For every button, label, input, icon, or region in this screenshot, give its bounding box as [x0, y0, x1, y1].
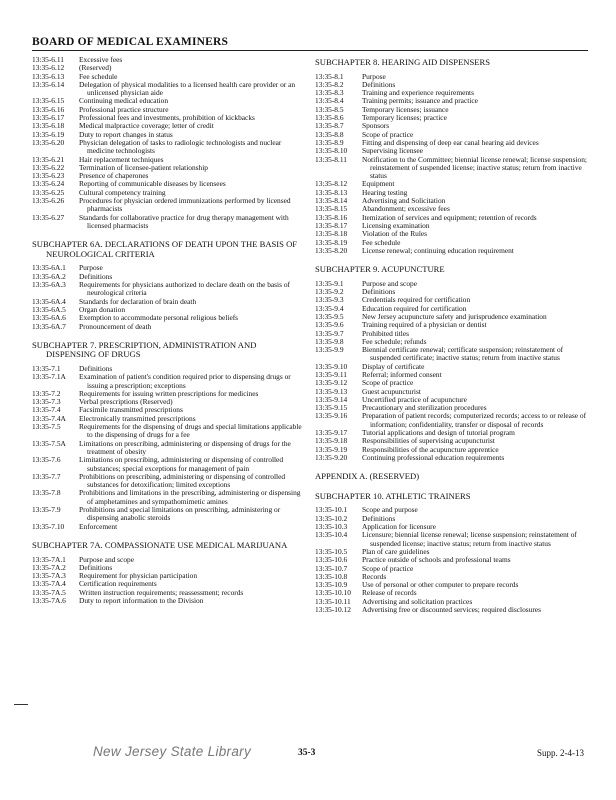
section-number: 13:35-10.9 — [315, 580, 348, 590]
section-title: Temporary licenses; issuance — [362, 104, 449, 114]
section-title: Definitions — [362, 513, 396, 523]
section-title: Biennial certificate renewal; certificate suspension; reinstatement of suspended certificate; inactive status; return from inactive status — [362, 345, 564, 363]
section-title: Reporting of communicable diseases by licensees — [79, 179, 226, 189]
section-title: Responsibilities of the acupuncture apprentice — [362, 444, 499, 454]
section-title: Verbal prescriptions (Reserved) — [79, 397, 173, 407]
section-title: Licensing examination — [362, 220, 430, 230]
section-number: 13:35-10.8 — [315, 571, 348, 581]
section-title: Precautionary and sterilization procedures — [362, 403, 487, 413]
section-title: Advertising and Solicitation — [362, 196, 446, 206]
section-title: Abandonment; excessive fees — [362, 204, 450, 214]
toc-entry — [315, 222, 587, 230]
toc-entry — [32, 440, 304, 457]
section-number: 13:35-6.13 — [32, 71, 65, 81]
section-number: 13:35-7.10 — [32, 521, 65, 531]
section-number: 13:35-6A.6 — [32, 313, 66, 323]
section-number: 13:35-9.8 — [315, 336, 344, 346]
toc-entry — [32, 506, 304, 523]
header-rule — [32, 50, 588, 51]
section-number: 13:35-9.18 — [315, 436, 348, 446]
section-number: 13:35-6.27 — [32, 212, 65, 222]
left-column — [32, 56, 304, 605]
section-number: 13:35-8.1 — [315, 71, 344, 81]
section-number: 13:35-8.17 — [315, 220, 348, 230]
section-number: 13:35-7.9 — [32, 505, 61, 515]
section-number: 13:35-9.6 — [315, 320, 344, 330]
toc-entry — [32, 164, 304, 172]
toc-entry — [315, 379, 587, 387]
section-title: Prohibitions on prescribing, administering or dispensing of controlled substances for detoxification; limited exceptions — [79, 471, 286, 490]
running-header: BOARD OF MEDICAL EXAMINERS — [32, 36, 229, 48]
section-number: 13:35-9.1 — [315, 278, 344, 288]
section-title: New Jersey acupuncture safety and jurisprudence examination — [362, 311, 547, 321]
subchapter-heading: APPENDIX A. (RESERVED) — [315, 471, 420, 482]
section-number: 13:35-7A.6 — [32, 596, 66, 605]
section-title: Requirements for physicians authorized to declare death on the basis of neurological criteria — [79, 280, 290, 298]
section-title: Training required of a physician or dentist — [362, 320, 487, 330]
section-number: 13:35-9.5 — [315, 311, 344, 321]
section-number: 13:35-8.20 — [315, 245, 348, 255]
section-title: Fee schedule — [79, 71, 118, 81]
section-title: Termination of licensee-patient relationship — [79, 162, 208, 172]
section-number: 13:35-8.5 — [315, 104, 344, 114]
section-title: Application for licensure — [362, 522, 436, 532]
section-title: Exemption to accommodate personal religious beliefs — [79, 313, 239, 323]
toc-entry — [32, 97, 304, 105]
section-title: Plan of care guidelines — [362, 546, 430, 556]
section-title: Written instruction requirements; reassessment; records — [79, 587, 244, 597]
right-column — [315, 56, 587, 614]
section-title: Electronically transmitted prescriptions — [79, 413, 196, 423]
section-number: 13:35-7.8 — [32, 488, 61, 498]
section-number: 13:35-6.20 — [32, 137, 65, 147]
section-title: Procedures for physician ordered immunizations performed by licensed pharmacists — [79, 196, 291, 214]
section-number: 13:35-6.25 — [32, 187, 65, 197]
section-number: 13:35-6.14 — [32, 79, 65, 89]
section-number: 13:35-6.11 — [32, 55, 64, 64]
section-title: Continuing medical education — [79, 96, 169, 106]
section-number: 13:35-10.11 — [315, 596, 351, 606]
section-number: 13:35-9.16 — [315, 411, 348, 421]
section-number: 13:35-7.7 — [32, 471, 61, 481]
section-number: 13:35-7.4 — [32, 405, 61, 415]
toc-entry — [32, 281, 304, 298]
section-title: Definitions — [362, 287, 396, 297]
toc-entry — [315, 180, 587, 188]
section-number: 13:35-10.6 — [315, 555, 348, 565]
section-title: Equipment — [362, 179, 395, 189]
subchapter-heading: SUBCHAPTER 10. ATHLETIC TRAINERS — [315, 490, 471, 501]
section-number: 13:35-9.20 — [315, 452, 348, 462]
section-title: Medical malpractice coverage; letter of credit — [79, 121, 214, 131]
section-title: Responsibilities of supervising acupuncturist — [362, 436, 495, 446]
section-number: 13:35-9.13 — [315, 386, 348, 396]
toc-entry — [32, 81, 304, 98]
section-number: 13:35-6A.5 — [32, 304, 66, 314]
section-title: Supervising licensee — [362, 146, 423, 156]
section-title: Prohibitions and limitations in the prescribing, administering or dispensing of amphetamines and sympathomimetic amines — [79, 488, 301, 506]
section-title: Standards for collaborative practice for drug therapy management with licensed pharmacists — [79, 212, 289, 230]
section-title: Pronouncement of death — [79, 321, 152, 331]
section-title: Cultural competency training — [79, 187, 166, 197]
section-number: 13:35-6.22 — [32, 162, 65, 172]
section-number: 13:35-8.10 — [315, 146, 348, 156]
toc-entry — [315, 581, 587, 589]
section-number: 13:35-9.7 — [315, 328, 344, 338]
section-title: Guest acupuncturist — [362, 386, 421, 396]
section-number: 13:35-6.26 — [32, 196, 65, 206]
section-number: 13:35-8.4 — [315, 96, 344, 106]
section-title: Requirement for physician participation — [79, 571, 198, 581]
section-number: 13:35-8.12 — [315, 179, 348, 189]
section-number: 13:35-9.11 — [315, 369, 347, 379]
section-number: 13:35-6.18 — [32, 121, 65, 131]
toc-entry — [315, 156, 587, 181]
section-number: 13:35-8.19 — [315, 237, 348, 247]
toc-entry — [32, 264, 304, 272]
section-title: Practice outside of schools and professional teams — [362, 555, 511, 565]
section-number: 13:35-9.19 — [315, 444, 348, 454]
section-title: Itemization of services and equipment; retention of records — [362, 212, 537, 222]
section-number: 13:35-9.2 — [315, 287, 344, 297]
section-title: Enforcement — [79, 521, 118, 531]
section-title: Preparation of patient records; computerized records; access to or release of information; confidentiality, transfer or disposal of records — [362, 411, 587, 429]
section-title: Physician delegation of tasks to radiologic technologists and nuclear medicine technologists — [79, 137, 282, 156]
section-title: License renewal; continuing education requirement — [362, 245, 514, 255]
toc-entry — [32, 373, 304, 390]
section-number: 13:35-8.2 — [315, 79, 344, 89]
section-title: Hearing testing — [362, 187, 408, 197]
section-number: 13:35-9.12 — [315, 378, 348, 388]
section-number: 13:35-6.16 — [32, 104, 65, 114]
section-number: 13:35-8.9 — [315, 137, 344, 147]
section-title: Scope of practice — [362, 129, 414, 139]
toc-entry — [32, 572, 304, 580]
section-number: 13:35-7.6 — [32, 455, 61, 465]
section-title: Prohibited titles — [362, 328, 410, 338]
section-title: Certification requirements — [79, 579, 157, 589]
section-number: 13:35-6.15 — [32, 96, 65, 106]
toc-entry — [315, 214, 587, 222]
section-number: 13:35-10.5 — [315, 546, 348, 556]
section-title: Credentials required for certification — [362, 295, 471, 305]
section-title: Requirements for the dispensing of drugs and special limitations applicable to the dispensing of drugs for a fee — [79, 422, 302, 440]
subchapter-heading: SUBCHAPTER 8. HEARING AID DISPENSERS — [315, 57, 491, 67]
toc-entry — [315, 363, 587, 371]
section-number: 13:35-6.12 — [32, 63, 65, 73]
toc-entry — [315, 371, 587, 379]
section-title: Release of records — [362, 588, 417, 598]
section-title: Training permits; issuance and practice — [362, 96, 478, 106]
section-number: 13:35-8.14 — [315, 196, 348, 206]
toc-entry — [315, 106, 587, 114]
toc-entry — [32, 314, 304, 322]
toc-entry — [315, 531, 587, 548]
section-number: 13:35-7A.3 — [32, 571, 66, 581]
section-title: Advertising free or discounted services; required disclosures — [362, 605, 541, 614]
section-title: Limitations on prescribing, administering or dispensing of drugs for the treatment of obesity — [79, 438, 291, 456]
toc-entry — [315, 139, 587, 147]
toc-entry — [315, 197, 587, 205]
toc-entry — [315, 412, 587, 429]
section-number: 13:35-10.10 — [315, 588, 351, 598]
subchapter-heading: SUBCHAPTER 7A. COMPASSIONATE USE MEDICAL MARIJUANA — [32, 539, 288, 550]
toc-entry — [315, 97, 587, 105]
toc-entry — [315, 556, 587, 564]
supplement-date: Supp. 2-4-13 — [537, 748, 584, 758]
section-title: Sponsors — [362, 121, 390, 131]
section-title: Display of certificate — [362, 361, 425, 371]
toc-entry — [32, 64, 304, 72]
toc-entry — [32, 556, 304, 564]
section-title: Professional fees and investments, prohibition of kickbacks — [79, 113, 255, 123]
toc-entry — [32, 180, 304, 188]
subchapter-heading: SUBCHAPTER 7. PRESCRIPTION, ADMINISTRATION AND DISPENSING OF DRUGS — [32, 339, 257, 360]
section-number: 13:35-6A.2 — [32, 271, 66, 281]
section-title: Professional practice structure — [79, 104, 169, 114]
toc-entry — [315, 454, 587, 462]
section-title: Standards for declaration of brain death — [79, 296, 197, 306]
section-title: Fitting and dispensing of deep ear canal hearing aid devices — [362, 137, 539, 147]
section-number: 13:35-6.17 — [32, 113, 65, 123]
section-title: Referral; informed consent — [362, 369, 442, 379]
section-number: 13:35-9.4 — [315, 303, 344, 313]
toc-entry — [32, 214, 304, 231]
toc-entry — [32, 597, 304, 605]
section-number: 13:35-8.16 — [315, 212, 348, 222]
margin-change-mark — [14, 704, 28, 705]
section-title: Definitions — [79, 363, 113, 373]
section-number: 13:35-10.12 — [315, 605, 351, 614]
section-number: 13:35-8.8 — [315, 129, 344, 139]
library-watermark: New Jersey State Library — [93, 744, 252, 759]
section-title: Training and experience requirements — [362, 88, 474, 98]
section-title: Continuing professional education requirements — [362, 452, 505, 462]
section-number: 13:35-6A.7 — [32, 321, 66, 331]
toc-entry — [315, 346, 587, 363]
section-title: Scope and purpose — [362, 505, 418, 515]
section-title: Purpose and scope — [362, 278, 418, 288]
section-number: 13:35-8.6 — [315, 113, 344, 123]
section-title: Definitions — [79, 271, 113, 281]
toc-entry — [315, 122, 587, 130]
section-number: 13:35-6.24 — [32, 179, 65, 189]
section-number: 13:35-9.17 — [315, 428, 348, 438]
toc-entry — [32, 56, 304, 64]
section-number: 13:35-8.13 — [315, 187, 348, 197]
section-title: Duty to report information to the Division — [79, 596, 204, 605]
page-footer — [0, 742, 616, 772]
section-number: 13:35-10.2 — [315, 513, 348, 523]
section-number: 13:35-7.5 — [32, 422, 61, 432]
section-title: Fee schedule — [362, 237, 401, 247]
section-title: Presence of chaperones — [79, 171, 149, 181]
toc-entry — [315, 515, 587, 523]
section-title: Tutorial applications and design of tutorial program — [362, 428, 515, 438]
section-number: 13:35-7A.2 — [32, 562, 66, 572]
section-number: 13:35-8.11 — [315, 154, 347, 164]
section-title: Delegation of physical modalities to a licensed health care provider or an unlicensed physician aide — [79, 79, 296, 98]
section-number: 13:35-7.2 — [32, 388, 61, 398]
section-title: Limitations on prescribing, administering or dispensing of controlled substances; special exceptions for management of pain — [79, 455, 284, 473]
section-number: 13:35-10.1 — [315, 505, 348, 515]
subchapter-heading: SUBCHAPTER 9. ACUPUNCTURE — [315, 264, 445, 275]
section-title: Scope of practice — [362, 563, 414, 573]
section-title: Purpose and scope — [79, 554, 135, 564]
section-number: 13:35-7A.5 — [32, 587, 66, 597]
toc-entry — [32, 139, 304, 156]
section-number: 13:35-9.10 — [315, 361, 348, 371]
section-number: 13:35-10.4 — [315, 530, 348, 540]
toc-entry — [32, 523, 304, 531]
section-title: Prohibitions and special limitations on prescribing, administering or dispensing anabolic steroids — [79, 505, 281, 523]
section-number: 13:35-6A.1 — [32, 263, 66, 273]
section-title: Uncertified practice of acupuncture — [362, 394, 467, 404]
toc-entry — [315, 73, 587, 81]
toc-entry — [315, 230, 587, 238]
section-title: Organ donation — [79, 304, 126, 314]
toc-entry — [32, 489, 304, 506]
section-title: Definitions — [79, 562, 113, 572]
toc-entry — [315, 247, 587, 255]
section-title: Fee schedule; refunds — [362, 336, 427, 346]
section-title: Scope of practice — [362, 378, 414, 388]
section-number: 13:35-7.1 — [32, 363, 61, 373]
section-number: 13:35-9.14 — [315, 394, 348, 404]
toc-entry — [32, 473, 304, 490]
section-number: 13:35-7A.1 — [32, 554, 66, 564]
section-title: Notification to the Committee; biennial license renewal; license suspension; reinstatement of suspended license; inactive status; return from inactive status — [362, 154, 587, 181]
toc-entry — [315, 565, 587, 573]
toc-entry — [32, 423, 304, 440]
toc-entry — [32, 323, 304, 331]
section-number: 13:35-6A.3 — [32, 280, 66, 290]
section-number: 13:35-7A.4 — [32, 579, 66, 589]
section-number: 13:35-8.18 — [315, 229, 348, 239]
section-title: Excessive fees — [79, 55, 123, 64]
toc-entry — [315, 321, 587, 329]
section-number: 13:35-6.21 — [32, 154, 65, 164]
section-title: Education required for certification — [362, 303, 467, 313]
section-title: Facsimile transmitted prescriptions — [79, 405, 183, 415]
section-title: Advertising and solicitation practices — [362, 596, 473, 606]
section-title: Requirements for issuing written prescriptions for medicines — [79, 388, 259, 398]
toc-entry — [32, 456, 304, 473]
page-number: 35-3 — [298, 748, 316, 758]
section-number: 13:35-10.3 — [315, 522, 348, 532]
section-number: 13:35-6.23 — [32, 171, 65, 181]
section-title: Purpose — [79, 263, 103, 273]
section-title: Hair replacement techniques — [79, 154, 164, 164]
section-number: 13:35-7.4A — [32, 413, 66, 423]
toc-entry — [32, 298, 304, 306]
toc-entry — [32, 197, 304, 214]
toc-entry — [315, 330, 587, 338]
section-number: 13:35-8.15 — [315, 204, 348, 214]
section-number: 13:35-7.3 — [32, 397, 61, 407]
section-title: Use of personal or other computer to prepare records — [362, 580, 519, 590]
section-title: Duty to report changes in status — [79, 129, 173, 139]
section-number: 13:35-10.7 — [315, 563, 348, 573]
section-title: Definitions — [362, 79, 396, 89]
section-number: 13:35-7.5A — [32, 438, 66, 448]
section-title: Temporary licenses; practice — [362, 113, 447, 123]
toc-entry — [315, 189, 587, 197]
section-title: Violation of the Rules — [362, 229, 428, 239]
section-title: Licensure; biennial license renewal; license suspension; reinstatement of suspended license; inactive status; return from inactive status — [362, 530, 577, 548]
toc-entry — [315, 506, 587, 514]
section-number: 13:35-9.15 — [315, 403, 348, 413]
section-number: 13:35-7.1A — [32, 372, 66, 382]
subchapter-heading: SUBCHAPTER 6A. DECLARATIONS OF DEATH UPON THE BASIS OF NEUROLOGICAL CRITERIA — [32, 239, 298, 259]
section-number: 13:35-6.19 — [32, 129, 65, 139]
toc-entry — [315, 280, 587, 288]
section-number: 13:35-9.9 — [315, 345, 344, 355]
section-title: Records — [362, 571, 387, 581]
section-number: 13:35-8.3 — [315, 88, 344, 98]
section-title: (Reserved) — [79, 63, 112, 73]
toc-entry — [315, 114, 587, 122]
section-title: Examination of patient's condition required prior to dispensing drugs or issuing a prescription; exceptions — [79, 372, 291, 390]
section-number: 13:35-9.3 — [315, 295, 344, 305]
section-number: 13:35-6A.4 — [32, 296, 66, 306]
section-title: Purpose — [362, 71, 386, 81]
toc-entry — [315, 606, 587, 614]
section-number: 13:35-8.7 — [315, 121, 344, 131]
